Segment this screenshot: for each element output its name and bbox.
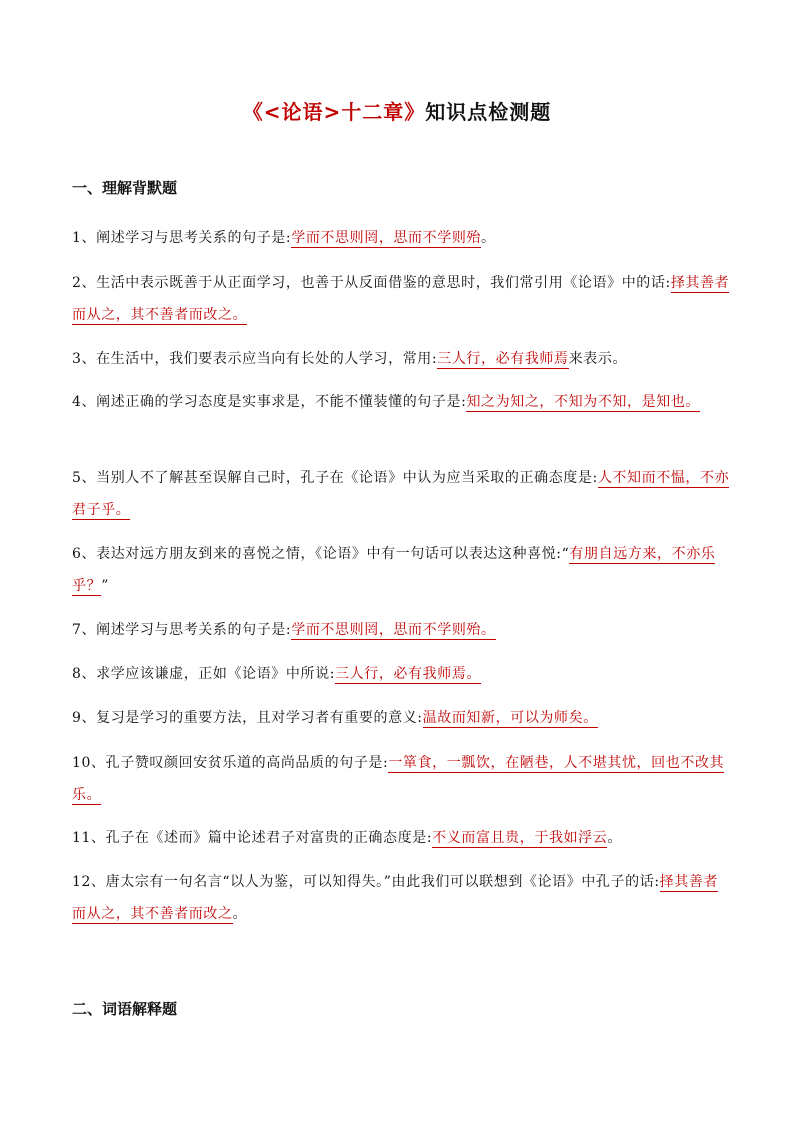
question-suffix: ” <box>101 578 109 594</box>
page-title <box>0 96 794 125</box>
question-text: 10、孔子赞叹颜回安贫乐道的高尚品质的句子是: <box>72 755 389 771</box>
question-text: 11、孔子在《述而》篇中论述君子对富贵的正确态度是: <box>72 830 433 846</box>
answer-text: 择其善者而从之，其不善者而改之。 <box>72 275 730 323</box>
question-item <box>72 343 732 375</box>
question-text: 12、唐太宗有一句名言“以人为鉴，可以知得失。”由此我们可以联想到《论语》中孔子的话: <box>72 874 660 890</box>
answer-text: 知之为知之，不知为不知，是知也。 <box>466 394 701 410</box>
question-item <box>72 658 732 690</box>
section-heading-vocabulary: 二、词语解释题 <box>72 1000 178 1018</box>
question-suffix: 。 <box>232 906 248 922</box>
question-item <box>72 222 732 254</box>
answer-text: 有朋自远方来，不亦乐乎？ <box>72 546 716 594</box>
answer-text: 一箪食，一瓢饮，在陋巷，人不堪其忧，回也不改其乐。 <box>72 755 725 803</box>
title-red-part: 《<论语>十二章》 <box>242 100 426 124</box>
answer-text: 三人行，必有我师焉 <box>437 351 569 367</box>
answer-text: 不义而富且贵，于我如浮云 <box>432 830 608 846</box>
question-text: 4、阐述正确的学习态度是实事求是，不能不懂装懂的句子是: <box>72 394 467 410</box>
question-suffix: 来表示。 <box>568 351 628 367</box>
question-text: 3、在生活中，我们要表示应当向有长处的人学习，常用: <box>72 351 438 367</box>
question-text: 8、求学应该谦虚，正如《论语》中所说: <box>72 666 336 682</box>
answer-text: 三人行，必有我师焉。 <box>335 666 482 682</box>
question-text: 2、生活中表示既善于从正面学习，也善于从反面借鉴的意思时，我们常引用《论语》中的话: <box>72 275 671 291</box>
question-item <box>72 386 732 418</box>
question-suffix: 。 <box>607 830 622 846</box>
question-text: 6、表达对远方朋友到来的喜悦之情，《论语》中有一句话可以表达这种喜悦:“ <box>72 546 570 562</box>
answer-text: 人不知而不愠，不亦君子乎。 <box>72 470 730 518</box>
section-heading-recitation: 一、理解背默题 <box>72 179 178 197</box>
question-suffix: 。 <box>481 230 496 246</box>
answer-text: 温故而知新，可以为师矣。 <box>422 710 598 726</box>
question-item <box>72 822 732 854</box>
answer-text: 择其善者而从之，其不善者而改之 <box>72 874 719 922</box>
question-item <box>72 538 732 602</box>
question-text: 5、当别人不了解甚至误解自己时，孔子在《论语》中认为应当采取的正确态度是: <box>72 470 598 486</box>
title-black-part: 知识点检测题 <box>425 100 552 124</box>
question-item <box>72 462 732 526</box>
question-item <box>72 747 732 811</box>
question-text: 1、阐述学习与思考关系的句子是: <box>72 230 292 246</box>
question-item <box>72 702 732 734</box>
question-text: 7、阐述学习与思考关系的句子是: <box>72 622 292 638</box>
answer-text: 学而不思则罔，思而不学则殆 <box>291 230 482 246</box>
question-item <box>72 614 732 646</box>
question-item <box>72 267 732 331</box>
question-item <box>72 866 732 930</box>
question-text: 9、复习是学习的重要方法，且对学习者有重要的意义: <box>72 710 423 726</box>
answer-text: 学而不思则罔，思而不学则殆。 <box>291 622 496 638</box>
